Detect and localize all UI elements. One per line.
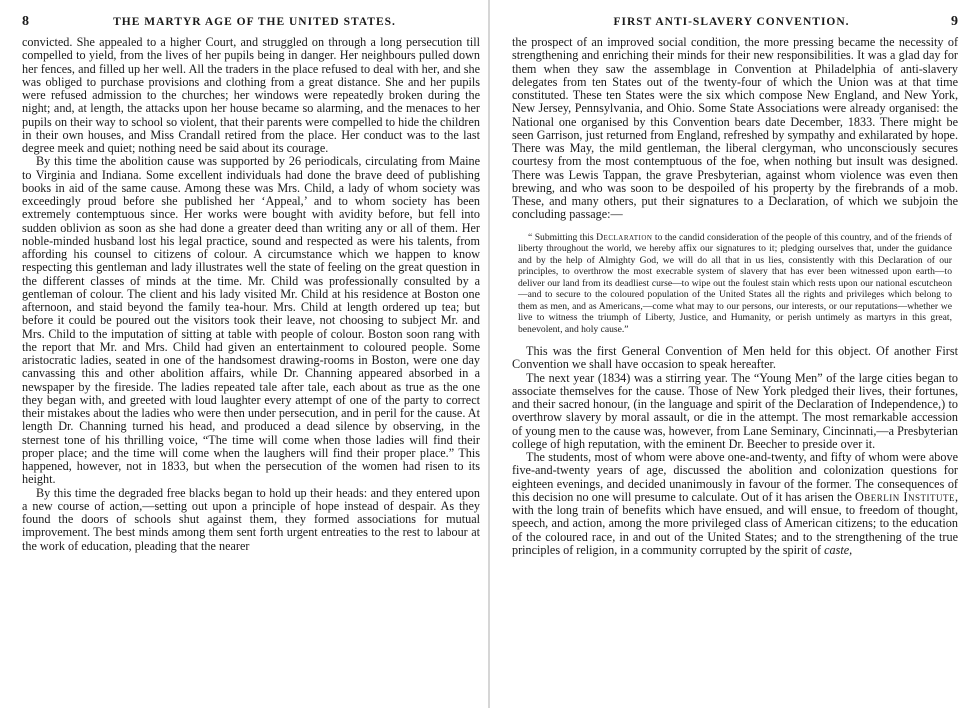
quote-open: “ Submitting this [528,231,597,243]
quote-rest: to the candid consideration of the people of this country, and of the friends of liberty throughout the world, we hereby affix our signatures to it; pledging ourselves that, under the guidance and by the help of Almighty God, we will do all that in us lies, consistently with this Declaration of our principles, to overthrow the most execrable system of slavery that has ever been witnessed upon earth—to deliver our land from its deadliest curse—to wipe out the foulest stain which rests upon our national escutcheon—and to secure to the coloured population of the United States all the rights and privileges which belong to them as men, and as Americans,—come what may to our persons, our interests, or our reputations—whether we live to witness the triumph of Liberty, Justice, and Humanity, or perish untimely as martyrs in this great, benevolent, and holy cause.” [518,231,952,335]
left-running-title: THE MARTYR AGE OF THE UNITED STATES. [113,16,396,28]
right-body-text [512,36,958,557]
oberlin-institute-term: Oberlin Institute [854,489,955,504]
left-paragraph-1: convicted. She appealed to a higher Court, and struggled on through a long persecution till compelled to yield, from the lives of her pupils being in danger. Her neighbours pulled down her fences, and filled up her well. All the traders in the place refused to deal with her, and she was obliged to purchase provisions and clothing from a great distance. She and her pupils were refused admission to the churches; her windows were repeatedly broken during the night; and, at length, the attacks upon her house became so alarming, and the menaces to her pupils on their way to school so violent, that their parents were compelled to hide the children in their own houses, and Miss Crandall retired from the place. Her conduct was to the last degree meek and quiet; nothing need be said about its courage. [22,35,480,155]
right-page-number: 9 [951,14,958,29]
right-paragraph-2: This was the first General Convention of Men held for this object. Of another First Convention we shall have occasion to speak hereafter. [512,344,958,372]
left-running-head [22,14,480,34]
right-paragraph-1: the prospect of an improved social condition, the more pressing became the necessity of strengthening and enriching their minds for their new responsibilities. It was a glad day for them when they saw the assemblage in Convention at Philadelphia of anti-slavery delegates from ten States out of the twenty-four of which the Union was at that time constituted. These ten States were the six which compose New England, and New York, New Jersey, Pennsylvania, and Ohio. Some State Associations were already organised: the National one organised by this Convention bears date December, 1833. There might be seen Garrison, just returned from England, refreshed by sympathy and exhilarated by hope. There was May, the mild gentleman, the liberal clergyman, who unconsciously secures courtesy from the most contemptuous of the foe, when nothing but insult was designed. There was Lewis Tappan, the grave Presbyterian, against whom violence was even then brewing, and who was soon to be despoiled of his property by the firebrands of a mob. These, and many others, put their signatures to a Declaration, of which we subjoin the concluding passage:— [512,35,958,222]
right-paragraph-3: The next year (1834) was a stirring year. The “Young Men” of the large cities began to associate themselves for the cause. Those of New York pledged their lives, their fortunes, and their sacred honour, (in the language and spirit of the Declaration of Independence,) to overthrow slavery by moral assault, or die in the attempt. The most remarkable accession of young men to the cause was, however, from Lane Seminary, Cincinnati,—a Presbyterian college of high reputation, with the eminent Dr. Beecher to preside over it. [512,370,958,451]
left-paragraph-2: By this time the abolition cause was supported by 26 periodicals, circulating from Maine to Virginia and Indiana. Some excellent individuals had done the brave deed of publishing books in aid of the same cause. Among these was Mrs. Child, a lady of whom society was exceedingly proud before she published her ‘Appeal,’ and to whom society has been extremely contemptuous since. Her works were bought with avidity before, but fell into sudden oblivion as soon as she had done a greater deed than writing any or all of them. Her noble-minded husband lost his legal practice, sound and respected as were his talents, from affording his counsel to citizens of colour. A circumstance which we happen to know respecting this gentleman and lady illustrates well the state of feeling on the great question in the different classes of minds at the time. Mr. Child was professionally consulted by a gentleman of colour. The client and his lady visited Mr. Child at his residence at Boston one afternoon, and staid beyond the family tea-hour. Mrs. Child at length ordered up tea; but before it could be poured out the visitors took their leave, not choosing to subject Mr. and Mrs. Child to the imputation of sitting at table with people of colour. Boston soon rang with the report that Mr. and Mrs. Child had given an entertainment to coloured people. Some aristocratic ladies, seated in one of the handsomest drawing-rooms in Boston, were one day canvassing this and other abolition affairs, while Dr. Channing appeared absorbed in a newspaper by the fireside. The ladies repeated tale after tale, each about as true as the one they began with, and greeted with loud laughter every attempt of one of the party to correct their mistakes about the ladies who were then under persecution, and in peril for the cause. At length Dr. Channing turned his head, and produced a dead silence by observing, in the sternest tone of his thrilling voice, “The time will come when those ladies will find their proper place; and the time will come when the laughers will find their proper place.” This happened, however, not in 1833, but when the persecution of the women had risen to its height. [22,154,480,487]
quote-term: Declaration [596,231,653,243]
declaration-quote [512,232,958,336]
right-running-head [512,14,958,34]
left-body-text [22,36,480,553]
left-page [0,0,486,708]
para4-start: The students, most of whom were above one-and-twenty, and fifty of whom were above five-and-twenty years of age, discussed the abolition and colonization questions for eighteen evenings, and decided unanimously in favour of the former. The consequences of this decision no one will presume to calculate. Out of it has arisen the [512,450,958,504]
para4-mid: , with the long train of benefits which have ensued, and will ensue, to freedom of thought, speech, and action, among the more privileged class of American citizens; to the education of the coloured race, in and out of the United States; and to the strengthening of the true principles of religion, in a community corrupted by the spirit of [512,489,958,557]
right-running-title: FIRST ANTI-SLAVERY CONVENTION. [613,16,850,28]
para4-end: caste, [824,542,853,557]
left-paragraph-3: By this time the degraded free blacks began to hold up their heads: and they entered upon a new course of action,—setting out upon a principle of hope instead of despair. As they found the doors of schools shut against them, they formed associations for mutual improvement. The best minds among them sent forth urgent entreaties to the rest to labour at the work of education, pleading that the nearer [22,485,480,553]
right-paragraph-4 [512,451,958,557]
page-gutter [488,0,490,708]
right-page [494,0,980,708]
left-page-number: 8 [22,14,29,29]
